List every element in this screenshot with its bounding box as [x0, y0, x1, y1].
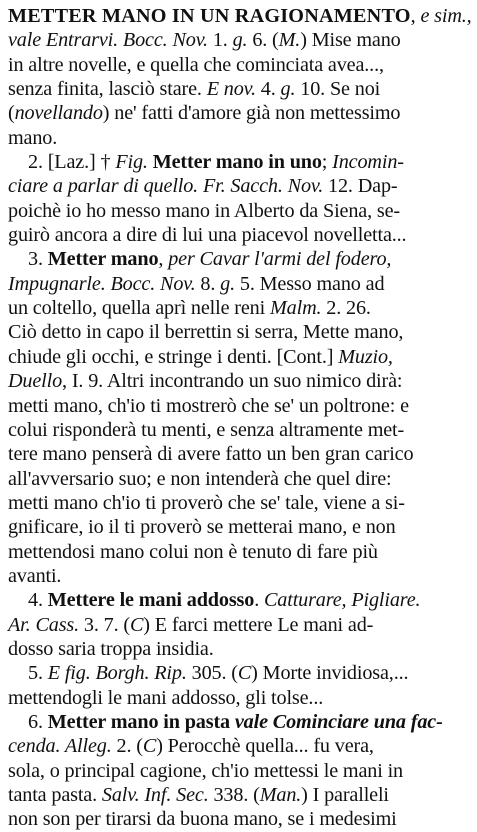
text-run: ) ne' fatti d'amore già non mettessimo	[102, 102, 401, 125]
text-run: C	[142, 735, 157, 758]
text-run: per Cavar l'armi del fodero,	[168, 248, 392, 271]
text-run: all'avversario suo; e non intenderà che quel dire:	[8, 467, 392, 490]
text-run: .	[254, 589, 264, 612]
entry-line	[8, 686, 471, 710]
entry-line	[8, 491, 471, 515]
entry-line	[8, 272, 471, 296]
entry-line	[8, 467, 471, 491]
entry-line	[8, 564, 471, 588]
text-run: 10. Se noi	[295, 78, 381, 101]
text-run: 6. (	[247, 29, 279, 52]
text-run: Duello	[8, 370, 63, 393]
text-run: un coltello, quella aprì nelle reni	[8, 297, 270, 320]
text-run: tere mano penserà di avere fatto un ben gran carico	[8, 443, 414, 466]
text-run: vale Entrarvi. Bocc. Nov.	[8, 29, 208, 52]
text-run: Salv. Inf. Sec.	[101, 784, 209, 806]
text-run: ,	[466, 5, 472, 27]
dictionary-entry	[8, 247, 471, 588]
entry-line	[8, 223, 471, 247]
text-run: 2. (	[111, 735, 143, 758]
text-run: METTER MANO IN UN RAGIONAMENTO	[8, 5, 411, 27]
entry-line	[8, 174, 471, 198]
entry-line	[8, 28, 471, 52]
text-run: ,	[158, 248, 169, 271]
text-run: 2. [Laz.] †	[28, 151, 116, 174]
dictionary-entry	[8, 661, 471, 710]
entry-line	[8, 4, 471, 28]
text-run: Fig.	[115, 151, 148, 174]
text-run: 5.	[28, 662, 48, 685]
text-run: novellando	[14, 102, 103, 125]
entry-line	[8, 588, 471, 612]
entry-line	[8, 150, 471, 174]
text-run: 338. (	[208, 784, 260, 806]
text-run: Catturare, Pigliare.	[263, 589, 421, 612]
text-run: ) Perocchè quella... fu vera,	[156, 735, 374, 758]
text-run: C	[129, 613, 144, 636]
entry-line	[8, 661, 471, 685]
entry-line	[8, 77, 471, 101]
text-run: ,	[410, 5, 421, 27]
text-run: 4.	[28, 589, 48, 612]
text-run: M.	[278, 29, 301, 52]
text-run: Malm.	[270, 297, 322, 320]
text-run: ) Morte invidiosa,...	[251, 662, 409, 685]
text-run: colui risponderà tu menti, e senza altramente met-	[8, 418, 405, 441]
text-run: Metter mano in uno	[152, 151, 322, 174]
text-run: cenda. Alleg.	[8, 735, 112, 758]
text-run: mettendosi mano colui non è tenuto di fare più	[8, 540, 378, 563]
entry-line	[8, 53, 471, 77]
text-run: 305. (	[186, 662, 238, 685]
entry-line	[8, 734, 471, 758]
dictionary-entry	[8, 710, 471, 832]
text-run: guirò ancora a dire di lui una piacevol novelletta...	[8, 224, 407, 247]
text-run: avanti.	[8, 564, 62, 587]
dictionary-entry	[8, 150, 471, 247]
entry-line	[8, 199, 471, 223]
entry-line	[8, 637, 471, 661]
entry-line	[8, 296, 471, 320]
text-run: 12. Dap-	[323, 175, 398, 198]
text-run: ) I paralleli	[301, 784, 389, 806]
text-run: Incomin-	[332, 151, 404, 174]
text-run: 8.	[195, 272, 221, 295]
text-run: metti mano ch'io ti proverò che se' tale, viene a si-	[8, 491, 405, 514]
text-run: e sim.	[420, 5, 467, 27]
text-run: Impugnarle. Bocc. Nov.	[8, 272, 196, 295]
entry-line	[8, 101, 471, 125]
text-run: chiude gli occhi, e stringe i denti. [Cont.]	[8, 345, 339, 368]
text-run: senza finita, lasciò stare.	[8, 78, 207, 101]
entry-line	[8, 442, 471, 466]
text-run: Ciò detto in capo il berrettin si serra, Mette mano,	[8, 321, 404, 344]
text-run: 5. Messo mano ad	[234, 272, 385, 295]
text-run: Mettere le mani addosso	[47, 589, 255, 612]
dictionary-entry	[8, 4, 471, 150]
entry-line	[8, 345, 471, 369]
text-run: gnificare, io il ti proverò se metterai mano, e non	[8, 516, 396, 539]
entry-line	[8, 515, 471, 539]
entry-line	[8, 783, 471, 807]
text-run: tanta pasta.	[8, 784, 102, 806]
text-run: mano.	[8, 126, 58, 149]
text-run: E nov.	[206, 78, 256, 101]
text-run: Ar. Cass.	[8, 613, 80, 636]
entry-line	[8, 369, 471, 393]
text-run: ) E farci mettere Le mani ad-	[143, 613, 374, 636]
text-run: dosso saria troppa insidia.	[8, 637, 214, 660]
entry-line	[8, 126, 471, 150]
text-run: E fig. Borgh. Rip.	[47, 662, 187, 685]
text-run: 2. 26.	[321, 297, 371, 320]
dictionary-entry	[8, 588, 471, 661]
text-run: , I. 9. Altri incontrando un suo nimico dirà:	[62, 370, 403, 393]
entry-line	[8, 710, 471, 734]
entry-line	[8, 759, 471, 783]
text-run: mettendogli le mani addosso, gli tolse...	[8, 686, 324, 709]
text-run: 3. 7. (	[79, 613, 130, 636]
text-run: poichè io ho messo mano in Alberto da Siena, se-	[8, 199, 400, 222]
entry-line	[8, 540, 471, 564]
entry-line	[8, 394, 471, 418]
text-run: Metter mano	[47, 248, 159, 271]
text-run: 1.	[207, 29, 233, 52]
text-run: in altre novelle, e quella che cominciata avea...,	[8, 53, 384, 76]
entry-line	[8, 807, 471, 831]
text-run: 4.	[255, 78, 281, 101]
text-run: C	[237, 662, 252, 685]
text-run: (	[8, 102, 15, 125]
text-run: 3.	[28, 248, 48, 271]
text-run: vale Cominciare una fac-	[234, 710, 443, 733]
entry-line	[8, 320, 471, 344]
text-run: ) Mise mano	[300, 29, 401, 52]
text-run: non son per tirarsi da buona mano, se i medesimi	[8, 808, 397, 831]
entry-line	[8, 418, 471, 442]
text-run: 6.	[28, 710, 48, 733]
text-run: metti mano, ch'io ti mostrerò che se' un poltrone: e	[8, 394, 409, 417]
text-run: ;	[321, 151, 333, 174]
text-run: Man.	[259, 784, 302, 806]
text-run: g.	[232, 29, 248, 52]
text-run: Metter mano in pasta	[47, 710, 230, 733]
entry-line	[8, 613, 471, 637]
entry-line	[8, 247, 471, 271]
text-run: g.	[220, 272, 235, 295]
text-run: sola, o principal cagione, ch'io mettessi le mani in	[8, 759, 403, 782]
text-run: ciare a parlar di quello. Fr. Sacch. Nov.	[8, 175, 324, 198]
text-run: Muzio,	[338, 345, 393, 368]
text-run: g.	[280, 78, 296, 101]
